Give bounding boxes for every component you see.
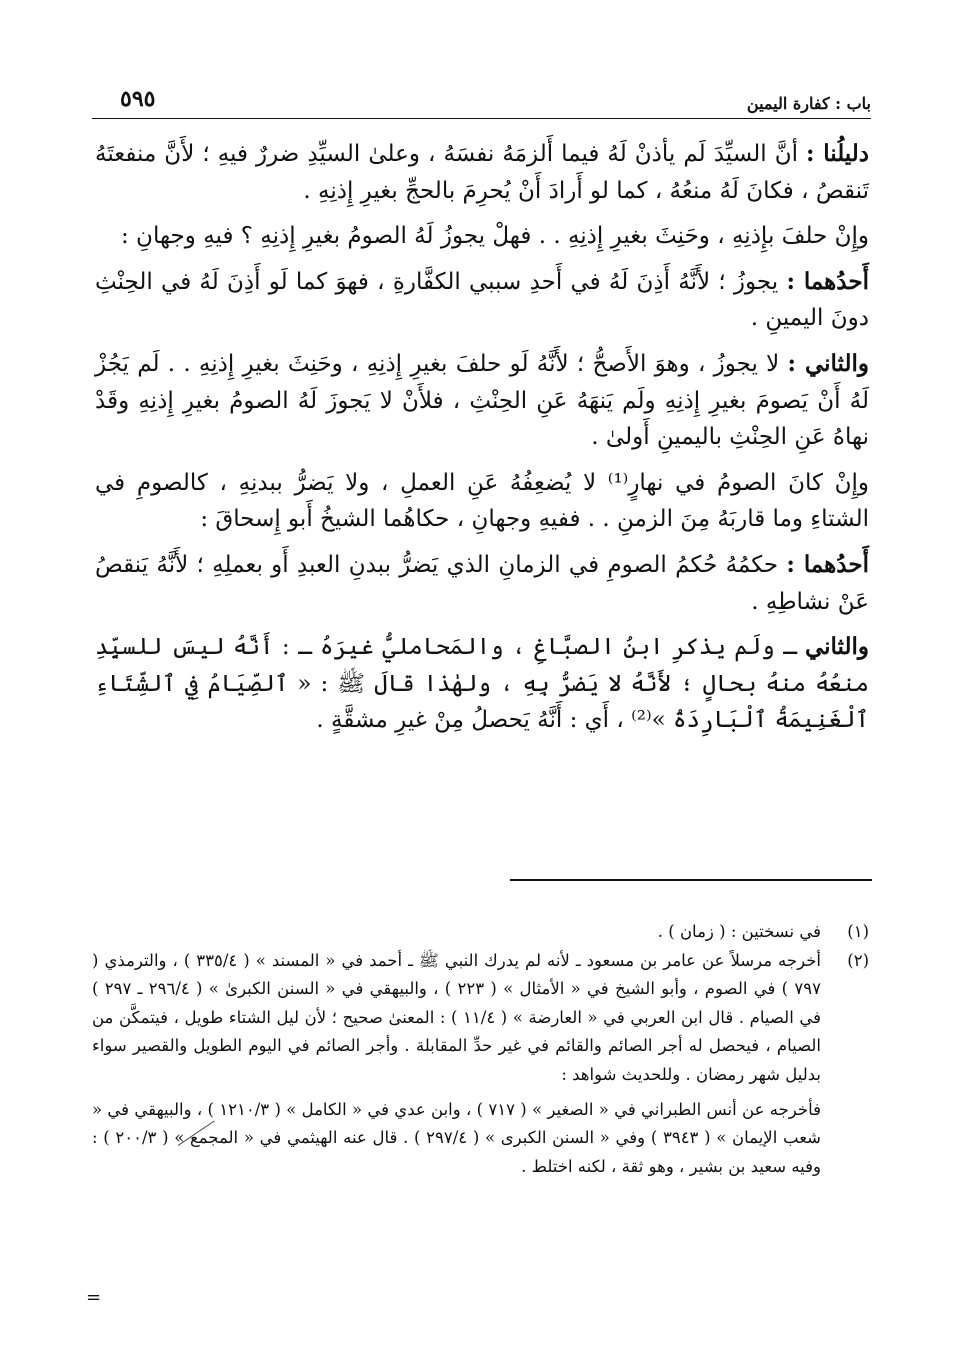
footnote [92,947,869,1090]
main-text [95,136,869,748]
footnote-number: (١) [847,922,869,941]
footnote-continuation: فأخرجه عن أنس الطبراني في « الصغير » ( ٧١٧ ) ، وابن عدي في « الكامل » ( ١٢١٠/٣ ) ، والبيهقي في « شعب الإيمان » ( ٣٩٤٣ ) وفي « السنن الكبرى » ( ٢٩٧/٤ ) . قال عنه الهيثمي في « المجمع » ( ٢٠٠/٣ ) : وفيه سعيد بن بشير ، وهو ثقة ، لكنه اختلط . [92,1099,821,1176]
paragraph [95,346,869,456]
paragraph-lead: أَحدُهما : [786,550,869,578]
footnote-separator [510,879,872,881]
paragraph [95,629,869,739]
paragraph-text: حكمُهُ حُكمُ الصومِ في الزمانِ الذي يَضرُّ ببدنِ العبدِ أَو بعملِهِ ؛ لأَنَّهُ يَنقصُ عَنْ نشاطِهِ . [95,551,869,615]
page-header [92,86,871,116]
paragraph [95,218,869,255]
footnote-number: (٢) [847,950,869,970]
paragraph-lead: والثاني [804,633,869,661]
paragraph-lead: دليلُنا : [806,140,869,167]
paragraph-text: وإِنْ حلفَ بإِذنِهِ ، وحَنِثَ بغيرِ إِذنِهِ . . فهلْ يجوزُ لَهُ الصومُ بغيرِ إِذنِهِ ؟ فيهِ وجهانِ : [121,223,869,250]
chapter-title: باب : كفارة اليمين [746,94,871,113]
paragraph-text: ـ ولَم يذكرِ ابنُ الصبَّاغِ ، والمَحامليُّ غيرَهُ ـ : أَنَّهُ ليسَ للسيِّدِ منعُهُ منهُ بحالٍ ؛ لأَنَّهُ لا يَضرُّ بِهِ ، ولهٰذا قالَ ﷺ : « ٱلصِّيَامُ فِي ٱلشِّتَاءِ ٱلْغَنِيمَةُ ٱلْبَارِدَةُ »⁽²⁾ ، أَي : أَنَّهُ يَحصلُ مِنْ غيرِ مشقَّةٍ . [95,634,869,734]
page-number: ٥٩٥ [120,86,156,112]
paragraph-text: أنَّ السيِّدَ لَم يأذنْ لَهُ فيما أَلزمَهُ نفسَهُ ، وعلىٰ السيِّدِ ضررٌ فيهِ ؛ لأَنَّ منفعتَهُ تَنقصُ ، فكانَ لَهُ منعُهُ ، كما لو أَرادَ أَنْ يُحرِمَ بالحجِّ بغيرِ إِذنِهِ . [95,141,869,204]
footnote-text: أخرجه مرسلاً عن عامر بن مسعود ـ لأنه لم يدرك النبي ﷺ ـ أحمد في « المسند » ( ٣٣٥/٤ ) ، والترمذي ( ٧٩٧ ) في الصوم ، وأبو الشيخ في « الأمثال » ( ٢٢٣ ) ، والبيهقي في « السنن الكبرىٰ » ( ٢٩٦/٤ ـ ٢٩٧ ) في الصيام . قال ابن العربي في « العارضة » ( ١١/٤ ) : المعنىٰ صحيح ؛ لأن ليل الشتاء طويل ، فيتمكَّن من الصيام ، فيحصل له أجر الصائم والقائم في غير حدِّ المقابلة . وأجر الصائم في اليوم الطويل والقصير سواء بدليل شهر رمضان . وللحديث شواهد : [92,950,822,1084]
margin-mark: = [86,1287,102,1308]
paragraph-text: وإِنْ كانَ الصومُ في نهارٍ⁽¹⁾ لا يُضعِفُهُ عَنِ العملِ ، ولا يَضرُّ ببدنِهِ ، كالصومِ في الشتاءِ وما قاربَهُ مِنَ الزمنِ . . ففيهِ وجهانِ ، حكاهُما الشيخُ أَبو إِسحاقَ : [95,469,869,533]
paragraph [95,547,869,620]
paragraph-text: يجوزُ ؛ لأَنَّهُ أَذِنَ لَهُ في أَحدِ سببي الكفَّارةِ ، فهوَ كما لَو أَذِنَ لَهُ في الحِنْثِ دونَ اليمينِ . [95,268,869,332]
header-rule [92,118,871,119]
footnote-text: في نسختين : ( زمان ) . [657,922,821,941]
footnote [92,918,869,947]
paragraph-lead: أَحدُهما : [786,267,869,295]
paragraph [95,264,869,337]
paragraph [95,136,869,209]
paragraph-text: لا يجوزُ ، وهوَ الأَصحُّ ؛ لأَنَّهُ لَو حلفَ بغيرِ إِذنِهِ ، وحَنِثَ بغيرِ إِذنِهِ . . لَم يَجُزْ لَهُ أَنْ يَصومَ بغيرِ إِذنِهِ ولَم يَنهَهُ عَنِ الحِنْثِ ، فلأَنْ لا يَجوزَ لَهُ الصومُ بغيرِ إِذنِهِ وقَدْ نهاهُ عَنِ الحِنْثِ باليمينِ أَولىٰ . [95,350,869,451]
footnotes [92,918,869,1181]
paragraph [95,465,869,538]
paragraph-lead: والثاني : [787,349,870,377]
